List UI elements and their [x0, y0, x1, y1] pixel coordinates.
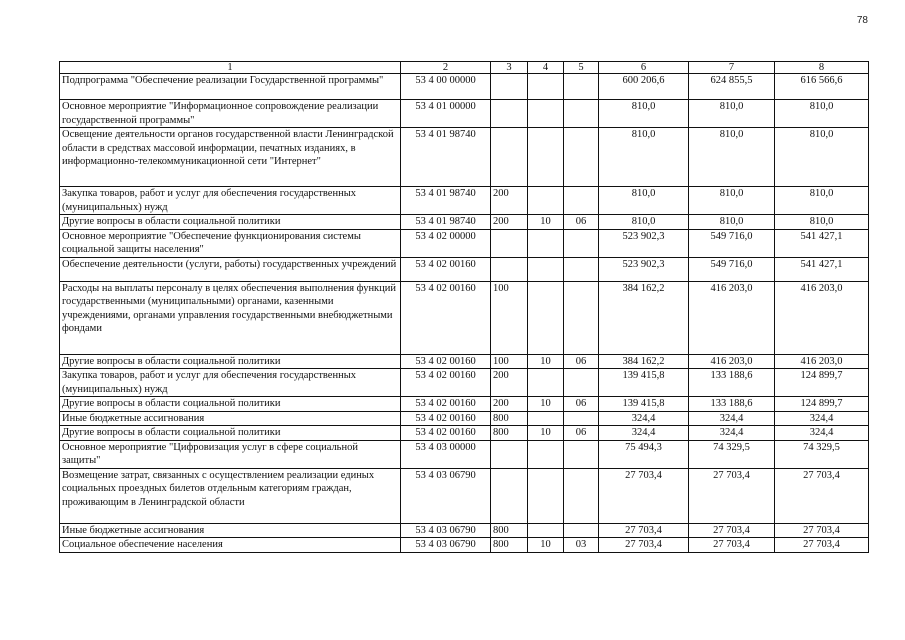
row-name: Социальное обеспечение населения	[60, 538, 401, 553]
header-row	[60, 62, 869, 74]
row-name: Другие вопросы в области социальной политики	[60, 215, 401, 230]
row-amount-year-2: 27 703,4	[689, 468, 775, 523]
row-code: 53 4 01 00000	[401, 100, 491, 128]
row-section	[528, 187, 564, 215]
row-code: 53 4 03 06790	[401, 523, 491, 538]
row-amount-year-2: 549 716,0	[689, 257, 775, 281]
row-expense-type	[491, 128, 528, 187]
column-header: 3	[491, 62, 528, 74]
table-row	[60, 397, 869, 412]
row-section	[528, 257, 564, 281]
row-amount-year-3: 27 703,4	[775, 523, 869, 538]
row-amount-year-2: 810,0	[689, 215, 775, 230]
row-expense-type: 200	[491, 369, 528, 397]
row-section: 10	[528, 215, 564, 230]
row-subsection: 06	[564, 426, 599, 441]
row-amount-year-1: 27 703,4	[599, 538, 689, 553]
row-code: 53 4 02 00160	[401, 369, 491, 397]
row-subsection	[564, 468, 599, 523]
row-section: 10	[528, 354, 564, 369]
row-amount-year-1: 324,4	[599, 411, 689, 426]
row-amount-year-1: 139 415,8	[599, 369, 689, 397]
row-name: Основное мероприятие "Информационное сопровождение реализации государственной программы"	[60, 100, 401, 128]
row-amount-year-2: 624 855,5	[689, 74, 775, 100]
row-section: 10	[528, 538, 564, 553]
row-subsection	[564, 281, 599, 354]
row-name: Иные бюджетные ассигнования	[60, 411, 401, 426]
row-name: Подпрограмма "Обеспечение реализации Государственной программы"	[60, 74, 401, 100]
row-expense-type: 800	[491, 411, 528, 426]
row-expense-type: 100	[491, 354, 528, 369]
column-header: 1	[60, 62, 401, 74]
row-amount-year-3: 810,0	[775, 128, 869, 187]
row-amount-year-1: 810,0	[599, 187, 689, 215]
row-name: Возмещение затрат, связанных с осуществлением реализации единых социальных проездных билетов отдельным категориям граждан, проживающим в Ленинградской области	[60, 468, 401, 523]
row-section	[528, 229, 564, 257]
row-expense-type: 100	[491, 281, 528, 354]
row-subsection: 06	[564, 215, 599, 230]
table-row	[60, 187, 869, 215]
row-amount-year-3: 810,0	[775, 100, 869, 128]
row-section	[528, 369, 564, 397]
table-body	[60, 62, 869, 553]
column-header: 4	[528, 62, 564, 74]
table-row	[60, 369, 869, 397]
row-section	[528, 411, 564, 426]
budget-table	[59, 61, 869, 553]
table-row	[60, 281, 869, 354]
row-amount-year-1: 75 494,3	[599, 440, 689, 468]
table-row	[60, 426, 869, 441]
row-name: Закупка товаров, работ и услуг для обеспечения государственных (муниципальных) нужд	[60, 187, 401, 215]
row-amount-year-3: 124 899,7	[775, 397, 869, 412]
row-amount-year-2: 324,4	[689, 411, 775, 426]
row-expense-type	[491, 229, 528, 257]
row-amount-year-2: 810,0	[689, 128, 775, 187]
row-name: Обеспечение деятельности (услуги, работы) государственных учреждений	[60, 257, 401, 281]
row-name: Закупка товаров, работ и услуг для обеспечения государственных (муниципальных) нужд	[60, 369, 401, 397]
row-subsection	[564, 187, 599, 215]
row-section	[528, 440, 564, 468]
row-amount-year-2: 549 716,0	[689, 229, 775, 257]
row-subsection	[564, 100, 599, 128]
row-section	[528, 523, 564, 538]
table-row	[60, 100, 869, 128]
row-amount-year-3: 324,4	[775, 426, 869, 441]
row-expense-type	[491, 257, 528, 281]
row-amount-year-3: 810,0	[775, 187, 869, 215]
column-header: 5	[564, 62, 599, 74]
row-code: 53 4 01 98740	[401, 215, 491, 230]
table-row	[60, 74, 869, 100]
row-name: Другие вопросы в области социальной политики	[60, 397, 401, 412]
table-row	[60, 440, 869, 468]
row-amount-year-2: 133 188,6	[689, 369, 775, 397]
row-expense-type: 800	[491, 426, 528, 441]
row-subsection	[564, 257, 599, 281]
table-row	[60, 354, 869, 369]
table-row	[60, 257, 869, 281]
row-expense-type	[491, 468, 528, 523]
row-expense-type: 200	[491, 215, 528, 230]
row-amount-year-2: 27 703,4	[689, 538, 775, 553]
row-amount-year-2: 810,0	[689, 187, 775, 215]
row-name: Основное мероприятие "Обеспечение функционирования системы социальной защиты населения"	[60, 229, 401, 257]
column-header: 6	[599, 62, 689, 74]
row-expense-type: 200	[491, 397, 528, 412]
row-section	[528, 74, 564, 100]
row-amount-year-3: 810,0	[775, 215, 869, 230]
row-name: Освещение деятельности органов государственной власти Ленинградской области в средствах массовой информации, печатных изданиях, в информационно-телекоммуникационной сети "Интернет"	[60, 128, 401, 187]
row-subsection	[564, 128, 599, 187]
row-code: 53 4 02 00160	[401, 257, 491, 281]
row-amount-year-2: 416 203,0	[689, 354, 775, 369]
row-name: Другие вопросы в области социальной политики	[60, 426, 401, 441]
row-amount-year-1: 324,4	[599, 426, 689, 441]
row-subsection: 03	[564, 538, 599, 553]
row-amount-year-3: 124 899,7	[775, 369, 869, 397]
row-amount-year-2: 74 329,5	[689, 440, 775, 468]
table-row	[60, 215, 869, 230]
row-code: 53 4 03 06790	[401, 468, 491, 523]
row-amount-year-3: 541 427,1	[775, 229, 869, 257]
row-amount-year-2: 27 703,4	[689, 523, 775, 538]
row-section	[528, 128, 564, 187]
row-code: 53 4 03 06790	[401, 538, 491, 553]
column-header: 7	[689, 62, 775, 74]
row-code: 53 4 02 00160	[401, 426, 491, 441]
row-amount-year-2: 324,4	[689, 426, 775, 441]
row-subsection	[564, 369, 599, 397]
row-code: 53 4 02 00160	[401, 281, 491, 354]
row-code: 53 4 02 00160	[401, 397, 491, 412]
row-name: Иные бюджетные ассигнования	[60, 523, 401, 538]
row-amount-year-3: 541 427,1	[775, 257, 869, 281]
row-subsection	[564, 229, 599, 257]
row-section: 10	[528, 426, 564, 441]
row-amount-year-1: 600 206,6	[599, 74, 689, 100]
row-expense-type: 800	[491, 523, 528, 538]
row-code: 53 4 02 00000	[401, 229, 491, 257]
row-amount-year-1: 139 415,8	[599, 397, 689, 412]
row-section	[528, 100, 564, 128]
table-row	[60, 468, 869, 523]
table-row	[60, 538, 869, 553]
column-header: 8	[775, 62, 869, 74]
column-header: 2	[401, 62, 491, 74]
row-subsection: 06	[564, 397, 599, 412]
row-subsection	[564, 523, 599, 538]
row-expense-type: 800	[491, 538, 528, 553]
row-expense-type	[491, 74, 528, 100]
row-name: Расходы на выплаты персоналу в целях обеспечения выполнения функций государственными (муниципальными) органами, казенными учреждениями, органами управления государственными внебюджетными фондами	[60, 281, 401, 354]
row-amount-year-1: 384 162,2	[599, 281, 689, 354]
row-amount-year-3: 616 566,6	[775, 74, 869, 100]
row-section	[528, 281, 564, 354]
row-amount-year-3: 416 203,0	[775, 281, 869, 354]
row-expense-type	[491, 440, 528, 468]
row-amount-year-2: 133 188,6	[689, 397, 775, 412]
row-amount-year-1: 523 902,3	[599, 257, 689, 281]
row-subsection	[564, 440, 599, 468]
row-subsection: 06	[564, 354, 599, 369]
row-subsection	[564, 411, 599, 426]
table-row	[60, 128, 869, 187]
row-code: 53 4 01 98740	[401, 187, 491, 215]
row-code: 53 4 03 00000	[401, 440, 491, 468]
row-code: 53 4 02 00160	[401, 411, 491, 426]
row-amount-year-1: 810,0	[599, 215, 689, 230]
row-expense-type	[491, 100, 528, 128]
row-code: 53 4 02 00160	[401, 354, 491, 369]
row-section	[528, 468, 564, 523]
row-name: Другие вопросы в области социальной политики	[60, 354, 401, 369]
row-amount-year-1: 523 902,3	[599, 229, 689, 257]
table-row	[60, 411, 869, 426]
row-amount-year-1: 27 703,4	[599, 468, 689, 523]
row-amount-year-1: 384 162,2	[599, 354, 689, 369]
row-amount-year-1: 27 703,4	[599, 523, 689, 538]
page-number: 78	[856, 15, 868, 26]
row-amount-year-3: 324,4	[775, 411, 869, 426]
row-amount-year-2: 810,0	[689, 100, 775, 128]
table-row	[60, 523, 869, 538]
row-code: 53 4 00 00000	[401, 74, 491, 100]
row-amount-year-1: 810,0	[599, 128, 689, 187]
row-name: Основное мероприятие "Цифровизация услуг в сфере социальной защиты"	[60, 440, 401, 468]
row-amount-year-1: 810,0	[599, 100, 689, 128]
row-code: 53 4 01 98740	[401, 128, 491, 187]
row-amount-year-3: 74 329,5	[775, 440, 869, 468]
table-row	[60, 229, 869, 257]
row-amount-year-2: 416 203,0	[689, 281, 775, 354]
row-subsection	[564, 74, 599, 100]
row-amount-year-3: 27 703,4	[775, 468, 869, 523]
row-amount-year-3: 416 203,0	[775, 354, 869, 369]
row-amount-year-3: 27 703,4	[775, 538, 869, 553]
row-expense-type: 200	[491, 187, 528, 215]
row-section: 10	[528, 397, 564, 412]
